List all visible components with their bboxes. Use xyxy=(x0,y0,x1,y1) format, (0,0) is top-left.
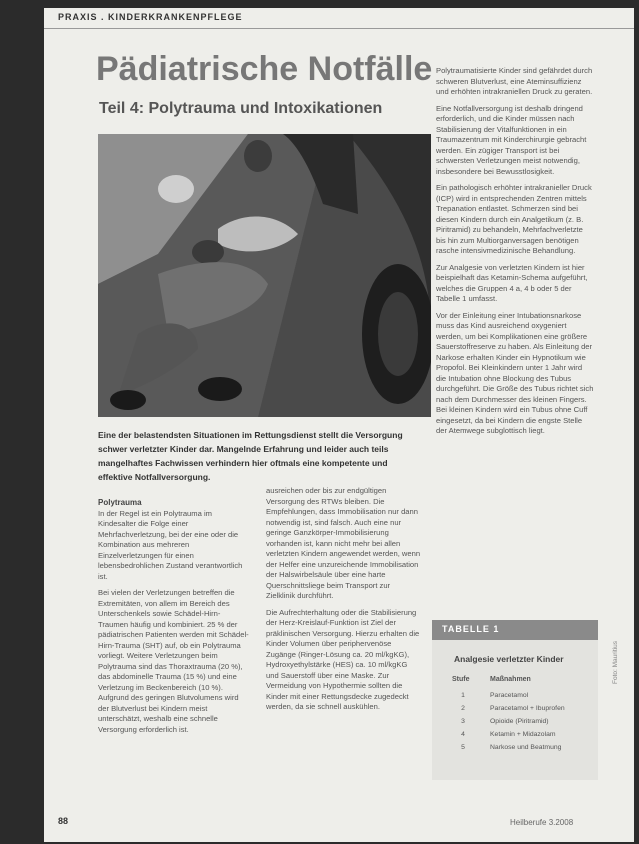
text-column-1 xyxy=(98,498,250,806)
table-cell-massnahme: Narkose und Beatmung xyxy=(490,744,562,751)
table-cell-massnahme: Paracetamol + Ibuprofen xyxy=(490,705,565,712)
paragraph: Zur Analgesie von verletzten Kindern ist hier beispielhaft das Ketamin-Schema aufgeführt, welches die Gruppen 4 a, 4 b oder 5 der Tabelle 1 umfasst. xyxy=(436,262,588,303)
paragraph: Eine Notfallversorgung ist deshalb dringend erforderlich, und die Kinder müssen nach Stabilisierung der Vitalfunktionen in ein Traumazentrum mit Kinderchirurgie gebracht werden. Ein zügiger Transport ist bei schwersten Verletzungen meist notwendig, insbesondere bei Bewusstlosigkeit. xyxy=(436,103,587,176)
photo-credit: Foto: Mauritius xyxy=(612,641,619,684)
article-subtitle: Teil 4: Polytrauma und Intoxikationen xyxy=(99,100,383,117)
section-runner: PRAXIS . KINDERKRANKENPFLEGE xyxy=(58,12,243,22)
paragraph: Vor der Einleitung einer Intubationsnarkose muss das Kind ausreichend oxygeniert werden, um bei Komplikationen eine größere Sauerstoffreserve zu haben. Als Einleitung der Narkose erhalten Kinder ein Hypnotikum wie Propofol. Bei Kleinkindern unter 1 Jahr wird die Intubation ohne Blockung des Tubus durchgeführt. Die Größe des Tubus richtet sich nach dem Durchmesser des kleinen Fingers. Bei kleinen Kindern wird ein Tubus ohne Cuff eingesetzt, da bei Kindern die engste Stelle der Atemwege subglottisch liegt. xyxy=(436,310,594,435)
table-cell-massnahme: Opioide (Piritramid) xyxy=(490,718,549,725)
table-title: Analgesie verletzter Kinder xyxy=(454,654,564,664)
magazine-page xyxy=(44,8,634,842)
column-header-massnahmen: Maßnahmen xyxy=(490,676,531,683)
table-row xyxy=(452,718,592,729)
table-label: TABELLE 1 xyxy=(442,624,500,634)
table-row xyxy=(452,744,592,755)
analgesia-table xyxy=(432,620,598,780)
accident-photo xyxy=(98,134,431,417)
table-row xyxy=(452,692,592,703)
table-cell-massnahme: Ketamin + Midazolam xyxy=(490,731,556,738)
table-cell-stufe: 1 xyxy=(461,692,465,699)
issue-label: Heilberufe 3.2008 xyxy=(510,818,574,827)
section-heading: Polytrauma xyxy=(98,498,142,507)
table-cell-stufe: 4 xyxy=(461,731,465,738)
header-rule xyxy=(44,28,634,29)
table-row xyxy=(452,705,592,716)
column-header-stufe: Stufe xyxy=(452,676,470,683)
table-cell-stufe: 2 xyxy=(461,705,465,712)
text-column-2 xyxy=(266,486,421,806)
article-title: Pädiatrische Notfälle xyxy=(96,50,433,88)
paragraph: Polytraumatisierte Kinder sind gefährdet durch schweren Blutverlust, eine Ateminsuffizienz und erhöhten intrakraniellen Druck zu geraten. xyxy=(436,66,593,96)
table-cell-massnahme: Paracetamol xyxy=(490,692,529,699)
page-number: 88 xyxy=(58,816,69,826)
table-cell-stufe: 5 xyxy=(461,744,465,751)
photo-illustration xyxy=(98,134,431,417)
paragraph: Bei vielen der Verletzungen betreffen die Extremitäten, von allem im Bereich des Unterschenkels sowie Schädel-Hirn-Traumen häufig und kombiniert. 25 % der pädiatrischen Patienten werden mit Schädel-Hirn-Trauma (SHT) auf, ob ein Polytrauma vorliegt. Weitere Verletzungen beim Polytrauma sind das Thoraxtrauma (20 %), das abdominelle Trauma (15 %) und eine Verletzung im Beckenbereich (10 %). Aufgrund des geringen Blutvolumens wird der Blutverlust bei Kindern meist unterschätzt, weshalb eine schnelle Versorgung erforderlich ist. xyxy=(98,588,249,734)
table-row xyxy=(452,731,592,742)
photo-caption: Eine der belastendsten Situationen im Rettungsdienst stellt die Versorgung schwer verletzter Kinder dar. Mangelnde Erfahrung und leider auch teils mangelhaftes Fachwissen verhindern hier oftmals eine kompetente und effektive Notfallversorgung. xyxy=(98,430,403,482)
paragraph: In der Regel ist ein Polytrauma im Kindesalter die Folge einer Mehrfachverletzung, bei der eine oder die Kombination aus mehreren Einzelverletzungen für einen lebensbedrohlichen Zustand verantwortlich ist. xyxy=(98,508,243,581)
text-column-3 xyxy=(436,66,594,614)
paragraph: Ein pathologisch erhöhter intrakranieller Druck (ICP) wird in entsprechenden Zentren mittels Trepanation entlastet. Schmerzen sind bei diesen Kindern durch ein Analgetikum (z. B. Piritramid) zu behandeln, Mehrfachverletzte bis hin zum Multiorganversagen benötigen rasche intensivmedizinische Behandlung. xyxy=(436,183,592,255)
table-cell-stufe: 3 xyxy=(461,718,465,725)
paragraph: Die Aufrechterhaltung oder die Stabilisierung der Herz-Kreislauf-Funktion ist Ziel der präklinischen Versorgung. Hierzu erhalten die Kinder Volumen über periphervenöse Zugänge (Ringer-Lösung ca. 20 ml/kgKG), Hydroxyethylstärke (HES) ca. 10 ml/kgKG und Sauerstoff über eine Maske. Zur Vermeidung von Hypothermie sollten die Kinder mit einer Rettungsdecke zugedeckt werden, da sie schnell auskühlen. xyxy=(266,607,420,711)
paragraph: ausreichen oder bis zur endgültigen Versorgung des RTWs bleiben. Die Empfehlungen, dass Immobilisation nur dann notwendig ist, sind falsch. Auch eine nur geringe Ganzkörper-Immobilisierung vorhanden ist, kann nicht mehr bei allen verletzten Kindern angewendet werden, wenn der Helfer eine unzureichende Immobilisation der Halswirbelsäule über eine harte Querschnittsliege beim Transport zur Zielklinik durchführt. xyxy=(266,486,421,600)
